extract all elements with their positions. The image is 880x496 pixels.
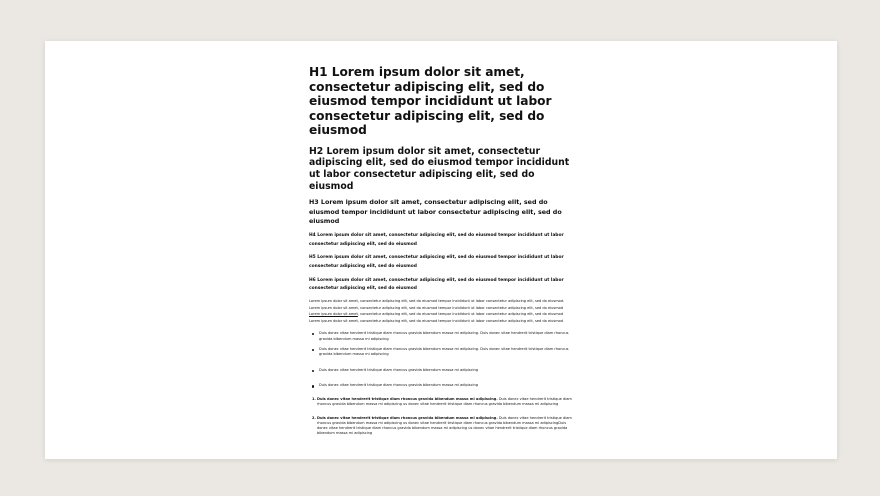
item-number: 1. (312, 396, 316, 401)
heading-1: H1 Lorem ipsum dolor sit amet, consectetur adipiscing elit, sed do eiusmod tempor incididunt ut labor consectetur adipiscing elit, sed do eiusmod (309, 65, 552, 137)
paragraph-link[interactable]: Lorem ipsum dolor sit amet (309, 312, 358, 317)
numbered-item (312, 396, 575, 407)
heading-3: H3 Lorem ipsum dolor sit amet, consectetur adipiscing elit, sed do eiusmod tempor incididunt ut labor consectetur adipiscing elit, sed do eiusmod (309, 199, 562, 225)
heading-4: H4 Lorem ipsum dolor sit amet, consectetur adipiscing elit, sed do eiusmod tempor incididunt ut labor consectetur adipiscing elit, sed do eiusmod (309, 233, 564, 247)
bullet-item: Duis donec vitae hendrerit tristique diam rhoncus gravida bibendum massa mi adipiscing (318, 383, 577, 389)
item-lead-text: Duis donec vitae hendrerit tristique diam rhoncus gravida bibendum massa mi adipiscing. (317, 415, 498, 420)
item-body-text: Duis donec vitae hendrerit tristique diam rhoncus gravida bibendum massa mi adipiscing us donec vitae hendrerit tristique diam rhoncus gravida bibendum massa mi adipiscing (317, 396, 572, 406)
heading-2: H2 Lorem ipsum dolor sit amet, consectetur adipiscing elit, sed do eiusmod tempor incididunt ut labor consectetur adipiscing elit, sed do eiusmod (309, 145, 570, 192)
item-body-text: Duis donec vitae hendrerit tristique diam rhoncus gravida bibendum massa mi adipiscing us donec vitae hendrerit tristique diam rhoncus gravida bibendum massa mi adipiscingDuis donec vitae hendrerit tristique diam rhoncus gravida bibendum massa mi adipiscing us donec vitae hendrerit tristique diam rhoncus gravida bibendum massa mi adipiscing (317, 415, 572, 435)
numbered-list (309, 397, 575, 436)
document-page (45, 41, 837, 459)
heading-6: H6 Lorem ipsum dolor sit amet, consectetur adipiscing elit, sed do eiusmod tempor incididunt ut labor consectetur adipiscing elit, sed do eiusmod (309, 277, 564, 292)
bullet-item: Duis donec vitae hendrerit tristique diam rhoncus gravida bibendum massa mi adipiscing. Duis donec vitae hendrerit tristique diam rhoncus gravida bibendum massa mi adipiscing (318, 331, 577, 343)
bullet-item: Duis donec vitae hendrerit tristique diam rhoncus gravida bibendum massa mi adipiscing. Duis donec vitae hendrerit tristique diam rhoncus gravida bibendum massa mi adipiscing (318, 347, 577, 359)
paragraph-text: Lorem ipsum dolor sit amet, consectetur adipiscing elit, sed do eiusmod tempor incididunt ut labor consectetur adipiscing elit, sed do eiusmod. Lorem ipsum dolor sit amet, consectetur adipiscing elit, sed do eiusmod tempor incididunt ut labor consectetur adipiscing elit, sed do eiusmod (309, 298, 565, 310)
item-lead-text: Duis donec vitae hendrerit tristique diam rhoncus gravida bibendum massa mi adipiscing. (317, 396, 498, 401)
bullet-item: Duis donec vitae hendrerit tristique diam rhoncus gravida bibendum massa mi adipiscing (318, 368, 577, 374)
paragraph-text: , consectetur adipiscing elit, sed do eiusmod tempor incididunt ut labor consectetur adipiscing elit, sed do eiusmod Lorem ipsum dolor sit amet, consectetur adipiscing elit, sed do eiusmod tempor incididunt ut labor consectetur adipiscing elit, sed do eiusmod (309, 312, 564, 324)
document-content (309, 65, 577, 436)
bullet-list (309, 331, 577, 389)
numbered-item (312, 415, 575, 436)
heading-5: H5 Lorem ipsum dolor sit amet, consectetur adipiscing elit, sed do eiusmod tempor incididunt ut labor consectetur adipiscing elit, sed do eiusmod (309, 255, 564, 269)
body-paragraph (309, 298, 571, 325)
item-number: 2. (312, 415, 316, 420)
